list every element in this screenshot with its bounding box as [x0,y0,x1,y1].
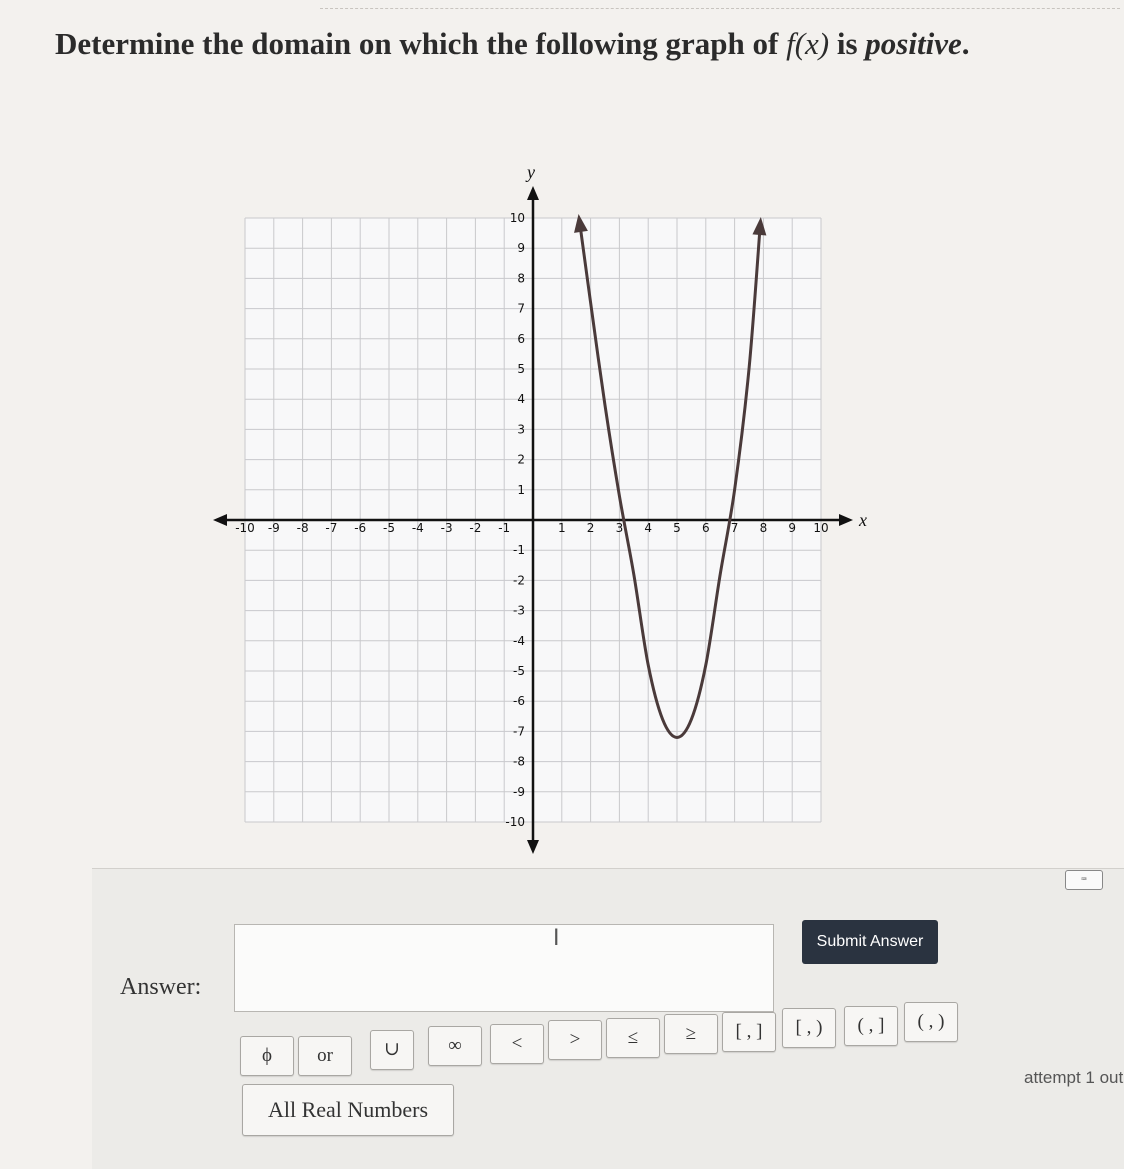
closed-closed-interval-button[interactable]: [ , ] [722,1012,776,1052]
y-tick-label: -6 [513,694,525,709]
x-tick-label: 1 [557,521,566,535]
y-tick-label: 2 [517,452,525,467]
x-tick-label: -8 [296,521,309,535]
open-open-interval-button[interactable]: ( , ) [904,1002,958,1042]
x-tick-label: -5 [383,521,395,535]
y-tick-label: -1 [513,543,525,558]
open-closed-interval-button[interactable]: ( , ] [844,1006,898,1046]
x-tick-label: 8 [759,521,768,535]
y-tick-label: -2 [513,573,525,588]
y-tick-label: 5 [517,362,525,376]
less-than-button[interactable]: < [490,1024,544,1064]
y-tick-label: -5 [513,664,525,678]
x-tick-label: 2 [586,521,595,535]
y-tick-label: -7 [513,724,525,739]
question-suffix: . [961,26,970,61]
y-tick-label: 9 [517,241,525,256]
union-button[interactable]: ∪ [370,1030,414,1070]
greater-than-button[interactable]: > [548,1020,602,1060]
y-tick-label: 8 [517,271,525,286]
x-tick-label: -1 [498,521,511,535]
y-tick-label: -10 [505,815,525,829]
x-tick-label: -7 [325,521,338,535]
x-tick-label: -3 [440,521,453,535]
all-real-numbers-button[interactable]: All Real Numbers [242,1084,454,1136]
y-tick-label: -9 [513,784,525,799]
y-tick-label: 6 [517,331,525,346]
x-tick-label: 9 [788,521,797,535]
or-button[interactable]: or [298,1036,352,1076]
x-axis-arrow-right [839,514,853,526]
answer-input[interactable] [234,924,774,1012]
answer-label: Answer: [120,974,202,1000]
y-tick-label: 10 [509,211,525,225]
x-tick-label: 5 [673,521,681,535]
x-tick-label: 3 [615,521,624,535]
y-tick-label: -3 [513,603,525,618]
x-tick-label: 6 [701,521,710,535]
greater-equal-button[interactable]: ≥ [664,1014,718,1054]
y-tick-label: -8 [513,754,525,769]
x-tick-label: -2 [469,521,482,535]
closed-open-interval-button[interactable]: [ , ) [782,1008,836,1048]
question-prefix: Determine the domain on which the following graph of [55,26,787,61]
question-emphasis: positive [865,26,962,61]
question-function: f(x) [786,26,830,61]
y-tick-label: 1 [517,482,525,497]
y-axis-arrow-down [527,840,539,854]
less-equal-button[interactable]: ≤ [606,1018,660,1058]
y-tick-label: -4 [513,633,525,648]
x-axis-arrow-left [213,514,227,526]
y-axis-arrow-up [527,186,539,200]
x-tick-label: 7 [730,521,739,535]
x-tick-label: 4 [644,521,653,535]
x-tick-label: 10 [813,521,829,535]
y-tick-label: 4 [517,392,525,407]
empty-set-button[interactable]: ϕ [240,1036,294,1076]
infinity-button[interactable]: ∞ [428,1026,482,1066]
x-tick-label: -4 [411,521,424,535]
x-tick-label: -6 [354,521,367,535]
x-tick-label: -9 [267,521,280,535]
keyboard-icon[interactable]: ⌨ [1065,870,1103,890]
text-cursor-icon: I [553,926,560,951]
question-middle: is [829,26,866,61]
y-axis-label: y [527,162,535,182]
x-axis-label: x [859,510,867,530]
y-tick-label: 3 [517,422,525,437]
y-tick-label: 7 [517,301,525,316]
attempt-counter: attempt 1 out [1024,1068,1124,1087]
submit-answer-button[interactable]: Submit Answer [802,920,938,964]
x-tick-label: -10 [235,521,255,535]
